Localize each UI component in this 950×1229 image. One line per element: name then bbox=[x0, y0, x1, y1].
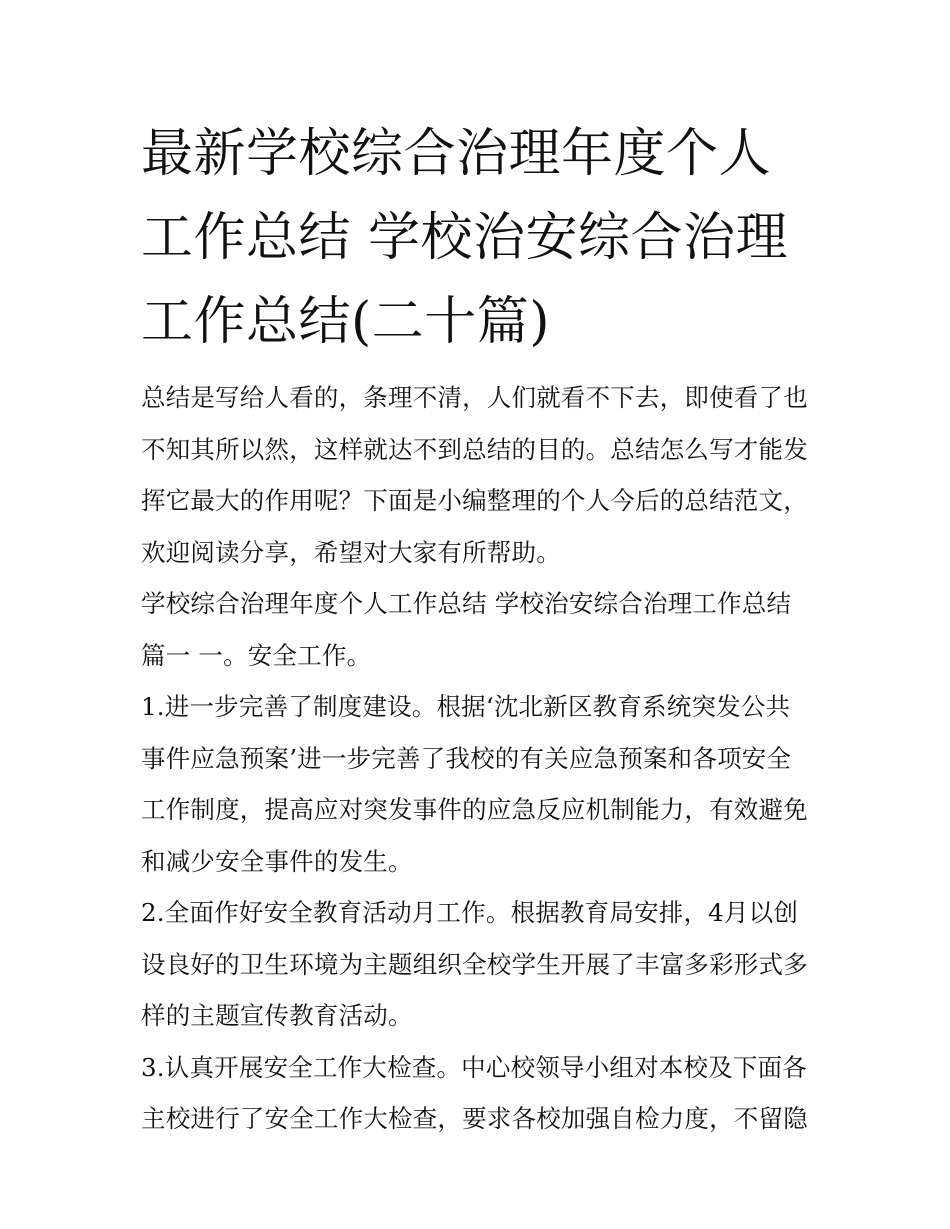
item-2-paragraph: 2.全面作好安全教育活动月工作。根据教育局安排，4月以创设良好的卫生环境为主题组织全校学生开展了丰富多彩形式多样的主题宣传教育活动。 bbox=[141, 898, 808, 1030]
item-1-paragraph: 1.进一步完善了制度建设。根据‘沈北新区教育系统突发公共事件应急预案’进一步完善了我校的有关应急预案和各项安全工作制度，提高应对突发事件的应急反应机制能力，有效避免和减少安全事件的发生。 bbox=[141, 692, 808, 876]
intro-paragraph: 总结是写给人看的，条理不清，人们就看不下去，即使看了也不知其所以然，这样就达不到总结的目的。总结怎么写才能发挥它最大的作用呢？下面是小编整理的个人今后的总结范文，欢迎阅读分享，希望对大家有所帮助。 bbox=[141, 383, 808, 567]
item-3-paragraph: 3.认真开展安全工作大检查。中心校领导小组对本校及下面各主校进行了安全工作大检查，要求各校加强自检力度，不留隐 bbox=[141, 1052, 808, 1133]
section-heading-paragraph: 学校综合治理年度个人工作总结 学校治安综合治理工作总结篇一 一。安全工作。 bbox=[141, 589, 792, 670]
document-title: 最新学校综合治理年度个人工作总结 学校治安综合治理工作总结(二十篇) bbox=[141, 124, 789, 352]
